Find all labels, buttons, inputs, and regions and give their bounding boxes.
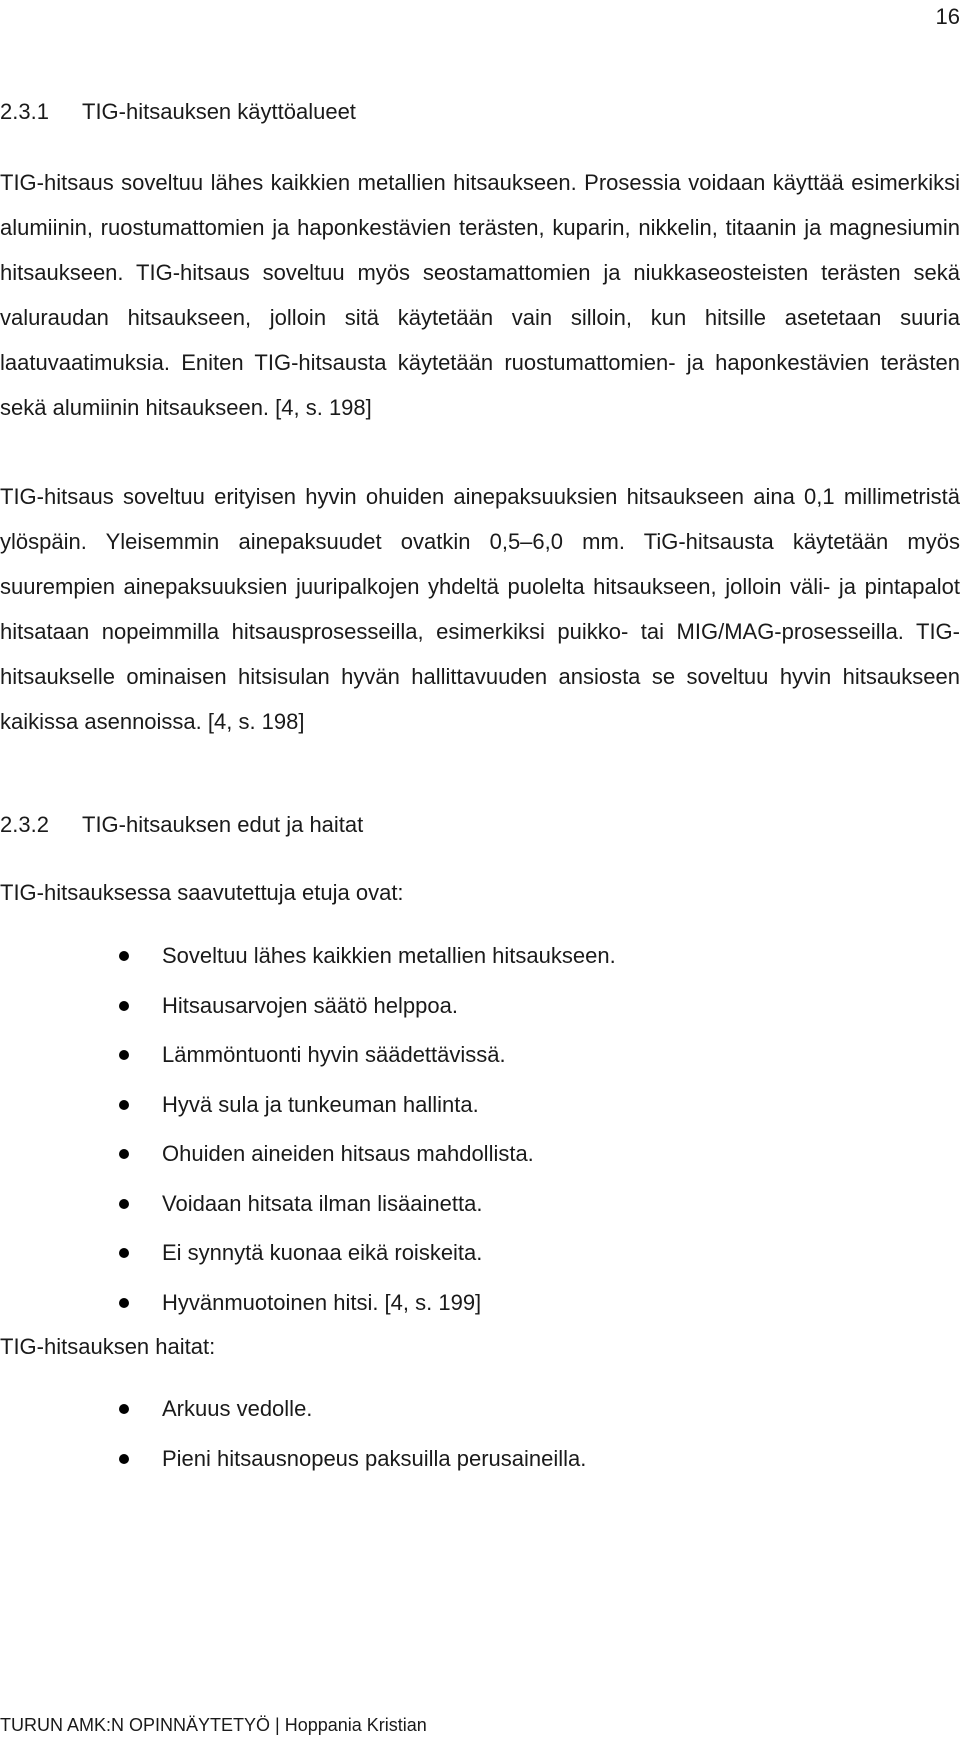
bullet-icon: [119, 1100, 129, 1110]
bullet-icon: [119, 1199, 129, 1209]
disadvantages-intro: TIG-hitsauksen haitat:: [0, 1334, 216, 1359]
bullet-icon: [119, 1298, 129, 1308]
advantages-list: [0, 939, 616, 1335]
paragraph-usage-2: TIG-hitsaus soveltuu erityisen hyvin ohuiden ainepaksuuksien hitsaukseen aina 0,1 millimetristä ylöspäin. Yleisemmin ainepaksuudet ovatkin 0,5–6,0 mm. TiG-hitsausta käytetään myös suurempien ainepaksuuksien juuripalkojen yhdeltä puolelta hitsaukseen, jolloin väli- ja pintapalot hitsataan nopeimmilla hitsausprosesseilla, esimerkiksi puikko- tai MIG/MAG-prosesseilla. TIG-hitsaukselle ominaisen hitsisulan hyvän hallittavuuden ansiosta se soveltuu hyvin hitsaukseen kaikissa asennoissa. [4, s. 198]: [0, 484, 960, 734]
list-item: Lämmöntuonti hyvin säädettävissä.: [0, 1038, 616, 1088]
advantages-intro: TIG-hitsauksessa saavutettuja etuja ovat:: [0, 880, 404, 905]
section-heading-2-3-1: [0, 95, 356, 129]
bullet-icon: [119, 1149, 129, 1159]
bullet-icon: [119, 1001, 129, 1011]
paragraph-usage-1: TIG-hitsaus soveltuu lähes kaikkien metallien hitsaukseen. Prosessia voidaan käyttää esimerkiksi alumiinin, ruostumattomien ja haponkestävien terästen, kuparin, nikkelin, titaanin ja magnesiumin hitsaukseen. TIG-hitsaus soveltuu myös seostamattomien ja niukkaseosteisten terästen sekä valuraudan hitsaukseen, jolloin sitä käytetään vain silloin, kun hitsille asetetaan suuria laatuvaatimuksia. Eniten TIG-hitsausta käytetään ruostumattomien- ja haponkestävien terästen sekä alumiinin hitsaukseen. [4, s. 198]: [0, 170, 960, 420]
list-item: Ohuiden aineiden hitsaus mahdollista.: [0, 1137, 616, 1187]
section-title: TIG-hitsauksen käyttöalueet: [82, 99, 356, 124]
disadvantages-list: [0, 1392, 586, 1491]
list-item: Hyvänmuotoinen hitsi. [4, s. 199]: [0, 1286, 616, 1336]
section-number: 2.3.1: [0, 99, 49, 124]
list-item: Voidaan hitsata ilman lisäainetta.: [0, 1187, 616, 1237]
list-item: Arkuus vedolle.: [0, 1392, 586, 1442]
bullet-icon: [119, 1454, 129, 1464]
section-heading-2-3-2: [0, 808, 363, 842]
bullet-icon: [119, 1404, 129, 1414]
bullet-icon: [119, 1050, 129, 1060]
bullet-icon: [119, 951, 129, 961]
list-item: Ei synnytä kuonaa eikä roiskeita.: [0, 1236, 616, 1286]
list-item: Soveltuu lähes kaikkien metallien hitsaukseen.: [0, 939, 616, 989]
bullet-icon: [119, 1248, 129, 1258]
section-title: TIG-hitsauksen edut ja haitat: [82, 812, 364, 837]
page-footer: TURUN AMK:N OPINNÄYTETYÖ | Hoppania Kristian: [0, 1715, 427, 1735]
list-item: Hitsausarvojen säätö helppoa.: [0, 989, 616, 1039]
page-number: 16: [935, 4, 960, 29]
list-item: Hyvä sula ja tunkeuman hallinta.: [0, 1088, 616, 1138]
section-number: 2.3.2: [0, 812, 49, 837]
list-item: Pieni hitsausnopeus paksuilla perusaineilla.: [0, 1442, 586, 1492]
